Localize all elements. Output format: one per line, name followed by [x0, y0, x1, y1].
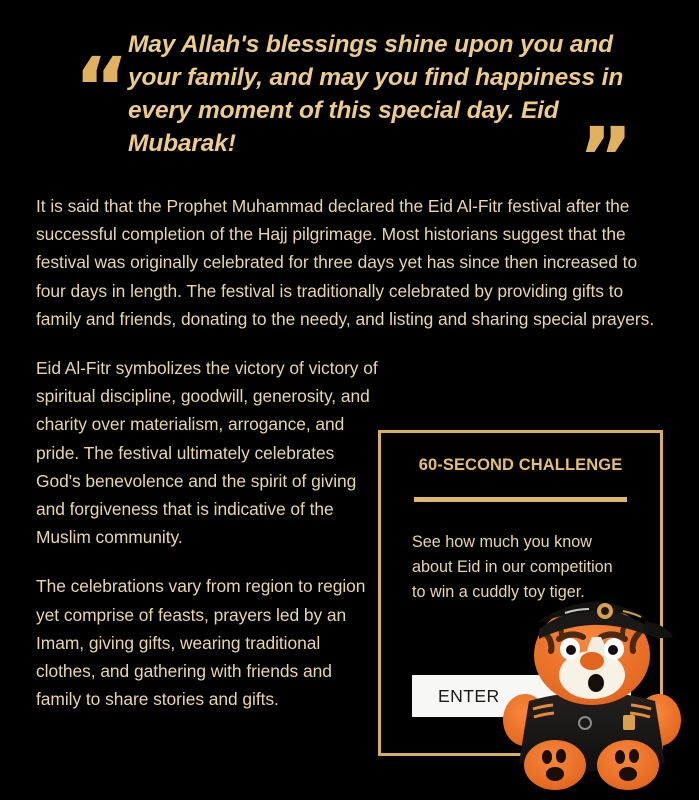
challenge-promo-box [378, 430, 663, 756]
pull-quote-text: May Allah's blessings shine upon you and your family, and may you find happiness in every moment of this special day. Eid Mubarak! [128, 31, 624, 157]
challenge-title: 60-SECOND CHALLENGE [418, 456, 623, 474]
quote-close-icon: ” [578, 109, 635, 207]
challenge-divider [414, 497, 627, 502]
article-paragraph-3: The celebrations vary from region to region yet comprise of feasts, prayers led by an Imam, giving gifts, wearing traditional clothes, and gathering with friends and family to share stories and gifts. [36, 576, 366, 710]
quote-open-icon: “ [74, 39, 131, 137]
enter-button[interactable] [412, 675, 631, 717]
pull-quote [0, 28, 699, 207]
article-paragraph-2: Eid Al-Fitr symbolizes the victory of victory of spiritual discipline, goodwill, generosity, and charity over materialism, arrogance, and pride. The festival ultimately celebrates God's benevolence and the spirit of giving and forgiveness that is indicative of the Muslim community. [36, 358, 378, 548]
article-paragraph-1: It is said that the Prophet Muhammad declared the Eid Al-Fitr festival after the successful completion of the Hajj pilgrimage. Most historians suggest that the festival was originally celebrated for three days yet has since then increased to four days in length. The festival is traditionally celebrated by providing gifts to family and friends, donating to the needy, and listing and sharing special prayers. [36, 196, 655, 329]
challenge-description: See how much you know about Eid in our competition to win a cuddly toy tiger. [412, 533, 613, 601]
enter-button-label: ENTER [438, 685, 500, 706]
